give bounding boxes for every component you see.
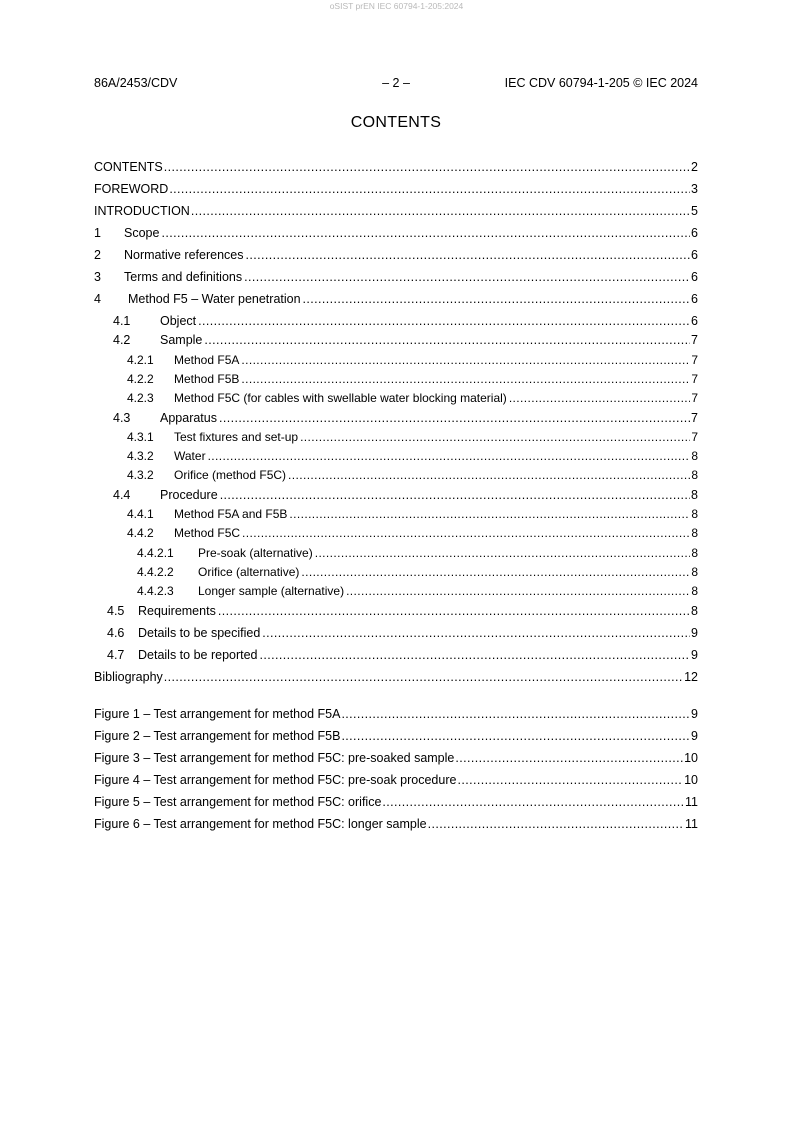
toc-entry-number: 4.4.2.3 [137,584,174,598]
page-reference: 8 [691,584,698,598]
page-reference: 6 [691,226,698,240]
toc-entry[interactable] [94,352,698,368]
toc-entry-number: 4.4.1 [127,507,154,521]
page-reference: 12 [684,670,698,684]
page-reference: 3 [691,182,698,196]
toc-entry-number: 4.6 [107,626,125,640]
toc-entry[interactable] [94,390,698,406]
dot-leader [346,583,690,599]
toc-entry[interactable] [94,203,698,219]
page-header [94,76,698,92]
toc-entry-number: 4.2.1 [127,353,154,367]
toc-entry-number: 4.3.2 [127,468,154,482]
toc-entry-number: 4.2 [113,333,131,347]
page-reference: 8 [691,507,698,521]
toc-entry-title: Details to be specified [138,626,261,640]
figure-title: Figure 6 – Test arrangement for method F5C: longer sample [94,817,427,831]
dot-leader [164,159,690,175]
toc-entry-title: Water [174,449,206,463]
dot-leader [220,487,690,503]
toc-entry-number: 4.5 [107,604,125,618]
page-reference: 8 [691,468,698,482]
dot-leader [303,291,691,307]
toc-entry-title: Scope [124,226,160,240]
toc-entry-title: Method F5 – Water penetration [128,292,301,306]
page-reference: 7 [691,333,698,347]
toc-entry[interactable] [94,603,698,619]
figure-list-item[interactable] [94,816,698,832]
dot-leader [457,772,683,788]
dot-leader [300,429,690,445]
dot-leader [288,467,690,483]
figure-title: Figure 2 – Test arrangement for method F5B [94,729,341,743]
page-reference: 8 [691,546,698,560]
toc-entry[interactable] [94,487,698,503]
standard-reference: IEC CDV 60794-1-205 © IEC 2024 [504,76,698,90]
toc-entry-title: Method F5C [174,526,241,540]
dot-leader [241,352,690,368]
toc-entry-number: 4.3.1 [127,430,154,444]
toc-entry-title: CONTENTS [94,160,163,174]
toc-entry-title: Terms and definitions [124,270,243,284]
toc-entry-title: Longer sample (alternative) [198,584,345,598]
page-reference: 9 [691,729,698,743]
toc-entry-number: 4.3 [113,411,131,425]
page-reference: 10 [684,773,698,787]
dot-leader [262,625,690,641]
toc-entry-title: Normative references [124,248,244,262]
dot-leader [242,525,690,541]
page-reference: 7 [691,391,698,405]
page-reference: 8 [691,449,698,463]
toc-entry-number: 4.7 [107,648,125,662]
dot-leader [341,728,690,744]
page-reference: 7 [691,353,698,367]
toc-entry[interactable] [94,371,698,387]
dot-leader [218,603,690,619]
toc-entry-number: 1 [94,226,101,240]
page-reference: 8 [691,565,698,579]
toc-entry[interactable] [94,647,698,663]
dot-leader [341,706,690,722]
toc-entry-title: Procedure [160,488,218,502]
figure-title: Figure 3 – Test arrangement for method F5C: pre-soaked sample [94,751,455,765]
figure-title: Figure 5 – Test arrangement for method F5C: orifice [94,795,382,809]
dot-leader [246,247,691,263]
dot-leader [219,410,690,426]
figure-list-item[interactable] [94,794,698,810]
toc-entry-number: 4.4.2 [127,526,154,540]
dot-leader [301,564,690,580]
page-reference: 6 [691,314,698,328]
toc-entry-title: Bibliography [94,670,163,684]
page-reference: 11 [685,817,698,831]
toc-entry-title: Orifice (alternative) [198,565,300,579]
toc-entry-title: Method F5B [174,372,240,386]
toc-entry[interactable] [94,583,698,599]
dot-leader [241,371,690,387]
toc-entry-title: Test fixtures and set-up [174,430,299,444]
toc-entry-number: 4.4.2.1 [137,546,174,560]
page-reference: 2 [691,160,698,174]
page-reference: 8 [691,526,698,540]
dot-leader [169,181,690,197]
toc-entry-title: Details to be reported [138,648,258,662]
toc-entry-number: 4 [94,292,101,306]
toc-entry-title: FOREWORD [94,182,169,196]
toc-entry-title: Object [160,314,197,328]
dot-leader [204,332,690,348]
toc-entry-number: 4.1 [113,314,131,328]
page-reference: 7 [691,411,698,425]
dot-leader [198,313,690,329]
page-reference: 5 [691,204,698,218]
toc-entry[interactable] [94,564,698,580]
toc-entry-number: 4.4.2.2 [137,565,174,579]
toc-entry[interactable] [94,429,698,445]
toc-entry-title: Sample [160,333,203,347]
toc-entry-number: 3 [94,270,101,284]
dot-leader [164,669,683,685]
page-reference: 6 [691,248,698,262]
figure-title: Figure 1 – Test arrangement for method F5A [94,707,341,721]
toc-entry[interactable] [94,181,698,197]
toc-entry-title: Apparatus [160,411,217,425]
page-reference: 11 [685,795,698,809]
dot-leader [428,816,684,832]
toc-entry-title: Method F5A [174,353,240,367]
dot-leader [208,448,691,464]
page-reference: 10 [684,751,698,765]
dot-leader [382,794,684,810]
page-reference: 8 [691,604,698,618]
document-reference: 86A/2453/CDV [94,76,178,90]
figure-title: Figure 4 – Test arrangement for method F5C: pre-soak procedure [94,773,457,787]
dot-leader [509,390,691,406]
toc-entry[interactable] [94,467,698,483]
page-reference: 9 [691,648,698,662]
page-reference: 9 [691,707,698,721]
toc-entry[interactable] [94,669,698,685]
toc-entry[interactable] [94,410,698,426]
page-title: CONTENTS [350,114,442,131]
page-reference: 6 [691,270,698,284]
figure-list-item[interactable] [94,772,698,788]
watermark: oSIST prEN IEC 60794-1-205:2024 [329,1,464,11]
toc-entry[interactable] [94,313,698,329]
dot-leader [260,647,691,663]
toc-entry-number: 4.2.2 [127,372,154,386]
toc-entry-title: Requirements [138,604,216,618]
toc-entry[interactable] [94,225,698,241]
dot-leader [455,750,683,766]
toc-entry-number: 4.2.3 [127,391,154,405]
toc-entry[interactable] [94,625,698,641]
figure-list-item[interactable] [94,750,698,766]
toc-entry[interactable] [94,448,698,464]
page-reference: 7 [691,372,698,386]
toc-entry[interactable] [94,332,698,348]
page-reference: 7 [691,430,698,444]
toc-entry[interactable] [94,545,698,561]
toc-entry[interactable] [94,525,698,541]
dot-leader [289,506,690,522]
toc-entry[interactable] [94,291,698,307]
dot-leader [315,545,691,561]
page-number: – 2 – [382,76,410,90]
toc-entry-number: 4.3.2 [127,449,154,463]
toc-entry-title: INTRODUCTION [94,204,190,218]
toc-entry[interactable] [94,269,698,285]
dot-leader [161,225,690,241]
toc-entry-title: Orifice (method F5C) [174,468,287,482]
toc-entry-title: Pre-soak (alternative) [198,546,313,560]
toc-entry-title: Method F5A and F5B [174,507,288,521]
figure-list-item[interactable] [94,706,698,722]
toc-entry-number: 4.4 [113,488,131,502]
toc-entry[interactable] [94,159,698,175]
toc-entry-title: Method F5C (for cables with swellable water blocking material) [174,391,507,405]
page-reference: 6 [691,292,698,306]
page-reference: 8 [691,488,698,502]
figure-list-item[interactable] [94,728,698,744]
toc-entry[interactable] [94,247,698,263]
toc-entry[interactable] [94,506,698,522]
dot-leader [244,269,690,285]
page-reference: 9 [691,626,698,640]
toc-entry-number: 2 [94,248,101,262]
dot-leader [191,203,690,219]
